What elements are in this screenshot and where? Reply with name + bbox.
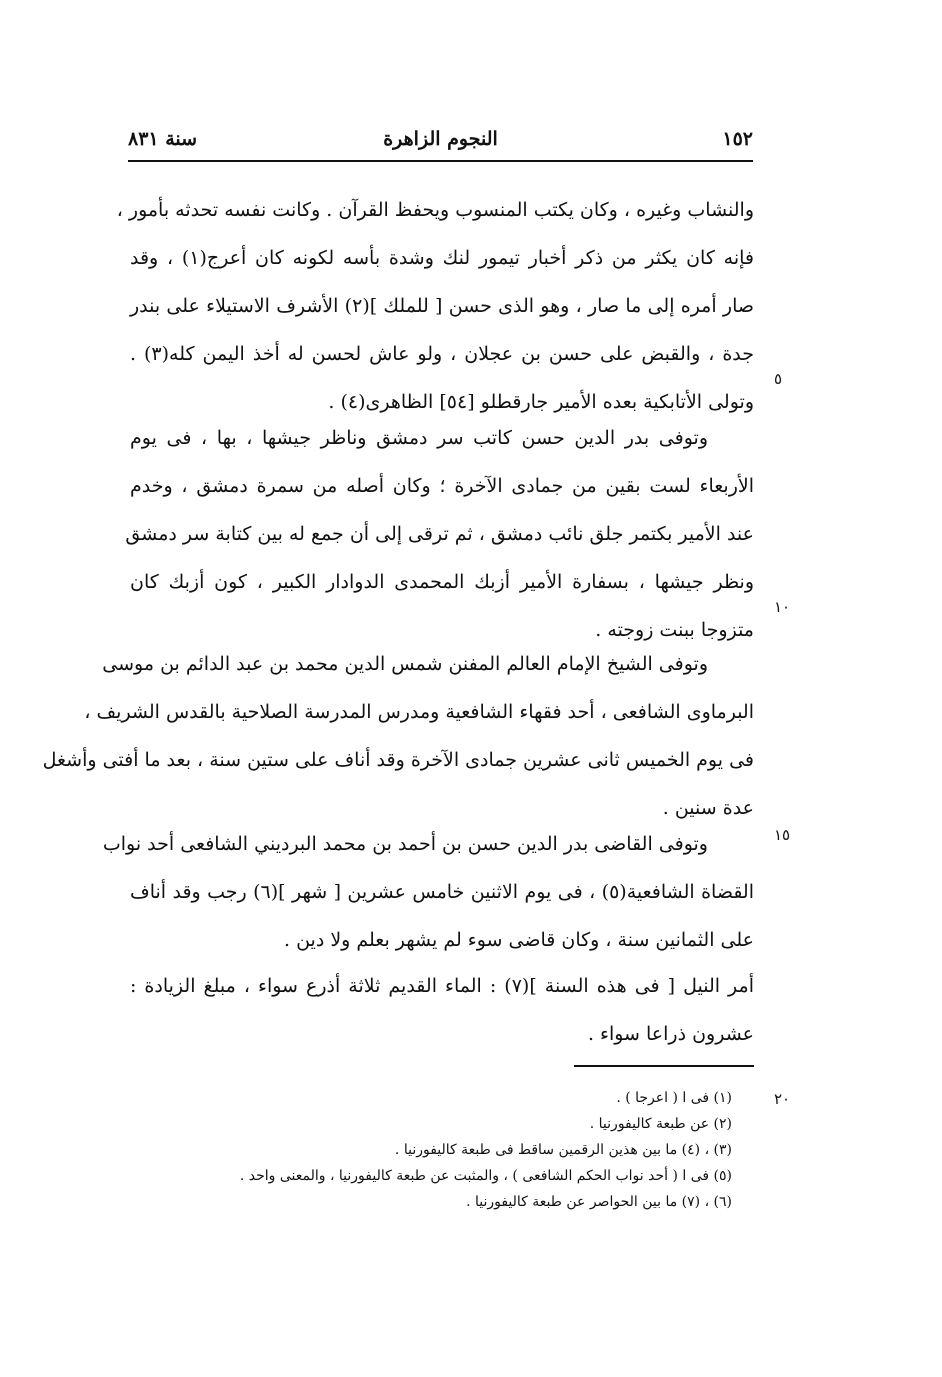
text-line: صار أمره إلى ما صار ، وهو الذى حسن [ للملك ](٢) الأشرف الاستيلاء على بندر — [130, 295, 754, 317]
paragraph-4 — [102, 820, 755, 964]
footnote: (٥) فى ا ( أحد نواب الحكم الشافعى ) ، والمثبت عن طبعة كاليفورنيا ، والمعنى واحد . — [239, 1168, 732, 1184]
text-line: فى يوم الخميس ثانى عشرين جمادى الآخرة وقد أناف على ستين سنة ، بعد ما أفتى وأشغل — [42, 749, 754, 771]
text-line: عدة سنين . — [662, 797, 754, 819]
footnote: (٣) ، (٤) ما بين هذين الرقمين ساقط فى طبعة كاليفورنيا . — [394, 1142, 732, 1158]
line-number-10: ١٠ — [774, 598, 791, 616]
footnote: (١) فى ا ( اعرجا ) . — [616, 1090, 732, 1106]
running-title: النجوم الزاهرة — [383, 128, 498, 150]
text-line: فإنه كان يكثر من ذكر أخبار تيمور لنك وشدة بأسه لكونه كان أعرج(١) ، وقد — [130, 247, 754, 269]
paragraph-5 — [130, 962, 754, 1058]
text-line: ونظر جيشها ، بسفارة الأمير أزبك المحمدى الدوادار الكبير ، كون أزبك كان — [130, 571, 754, 593]
footnote: (٢) عن طبعة كاليفورنيا . — [589, 1116, 732, 1132]
footnote: (٦) ، (٧) ما بين الحواصر عن طبعة كاليفورنيا . — [466, 1194, 732, 1210]
footnote-rule — [574, 1065, 754, 1067]
text-line: وتوفى بدر الدين حسن كاتب سر دمشق وناظر جيشها ، بها ، فى يوم — [130, 427, 708, 449]
line-number-5: ٥ — [774, 370, 783, 388]
header-rule — [128, 160, 753, 162]
footnotes — [180, 1085, 732, 1215]
line-number-15: ١٥ — [774, 826, 791, 844]
paragraph-1 — [116, 186, 754, 426]
text-line: البرماوى الشافعى ، أحد فقهاء الشافعية ومدرس المدرسة الصلاحية بالقدس الشريف ، — [84, 701, 754, 723]
text-line: وتولى الأتابكية بعده الأمير جارقطلو [٥٤] الظاهرى(٤) . — [328, 391, 754, 413]
text-line: أمر النيل [ فى هذه السنة ](٧) : الماء القديم ثلاثة أذرع سواء ، مبلغ الزيادة : — [130, 975, 754, 997]
text-line: الأربعاء لست بقين من جمادى الآخرة ؛ وكان أصله من سمرة دمشق ، وخدم — [130, 475, 754, 497]
text-line: عشرون ذراعا سواء . — [587, 1023, 754, 1045]
text-line: وتوفى الشيخ الإمام العالم المفنن شمس الدين محمد بن عبد الدائم بن موسى — [102, 653, 708, 675]
text-line: جدة ، والقبض على حسن بن عجلان ، ولو عاش لحسن له أخذ اليمن كله(٣) . — [130, 343, 754, 365]
page-number: ١٥٢ — [722, 128, 753, 150]
text-line: عند الأمير بكتمر جلق نائب دمشق ، ثم ترقى إلى أن جمع له بين كتابة سر دمشق — [125, 523, 754, 545]
text-line: القضاة الشافعية(٥) ، فى يوم الاثنين خامس عشرين [ شهر ](٦) رجب وقد أناف — [130, 881, 755, 903]
paragraph-2 — [125, 414, 754, 654]
page-header — [128, 128, 753, 156]
line-number-20: ٢٠ — [774, 1090, 791, 1108]
year-heading: سنة ٨٣١ — [128, 128, 198, 150]
text-line: على الثمانين سنة ، وكان قاضى سوء لم يشهر بعلم ولا دين . — [283, 929, 754, 951]
text-line: وتوفى القاضى بدر الدين حسن بن أحمد بن محمد البرديني الشافعى أحد نواب — [102, 833, 708, 855]
text-line: والنشاب وغيره ، وكان يكتب المنسوب ويحفظ القرآن . وكانت نفسه تحدثه بأمور ، — [116, 199, 754, 221]
paragraph-3 — [42, 640, 754, 832]
text-line: متزوجا ببنت زوجته . — [595, 619, 754, 641]
